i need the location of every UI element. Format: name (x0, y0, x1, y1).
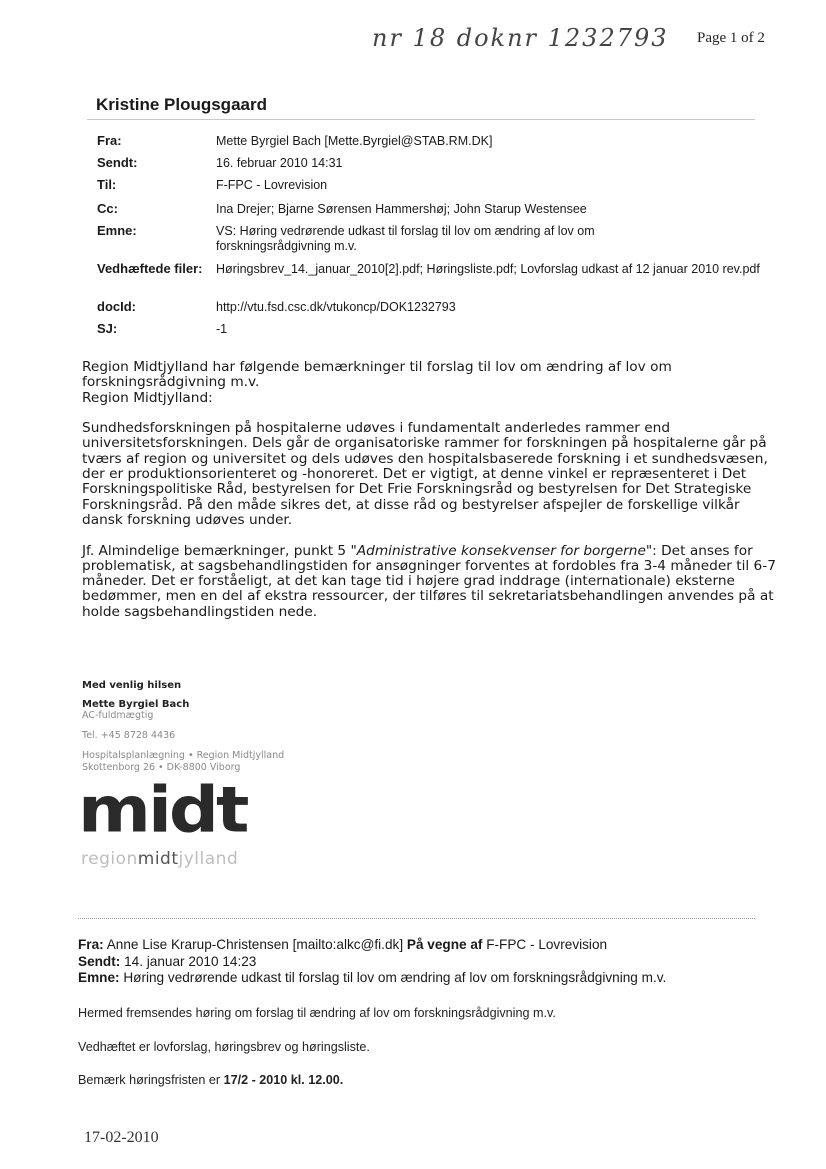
docid-value: http://vtu.fsd.csc.dk/vtukoncp/DOK1232793 (216, 300, 456, 314)
region-midt-logo-subtitle: regionmidtjylland (81, 849, 239, 869)
forward-divider (78, 918, 755, 919)
print-date-stamp: 17-02-2010 (84, 1129, 159, 1146)
intro-paragraph: Region Midtjylland har følgende bemærkninger til forslag til lov om ændring af lov om forskningsrådgivning m.v. (82, 359, 672, 391)
cc-value: Ina Drejer; Bjarne Sørensen Hammershøj; John Starup Westensee (216, 202, 587, 216)
sj-label: SJ: (97, 321, 118, 336)
sender-phone: Tel. +45 8728 4436 (82, 730, 176, 741)
sent-label: Sendt: (97, 155, 138, 170)
subject-value: VS: Høring vedrørende udkast til forslag til lov om ændring af lov om forskningsrådgivning m.v. (216, 224, 595, 253)
sent-value: 16. februar 2010 14:31 (216, 156, 343, 170)
to-value: F-FPC - Lovrevision (216, 178, 328, 192)
p2-pre: Jf. Almindelige bemærkninger, punkt 5 (82, 542, 351, 559)
sj-value: -1 (216, 322, 228, 336)
sender-title: AC-fuldmægtig (82, 710, 154, 721)
p2-post: : Det anses for problematisk, at sagsbehandlingstiden for ansøgninger forventes at fordobles fra 3-4 måneder til 6-7 måneder. Det er forståeligt, at det kan tage tid i højere grad inddrage (internationale) eksterne bedømmer, men en del af ekstra ressourcer, der tilføres til sekretariatsbehandlingen anvendes på at holde sagsbehandlingstiden nede. (82, 542, 776, 620)
attachments-value: Høringsbrev_14._januar_2010[2].pdf; Høringsliste.pdf; Lovforslag udkast af 12 januar 2010 rev.pdf (216, 262, 760, 276)
header-divider (87, 119, 755, 120)
attachments-label: Vedhæftede filer: (97, 261, 203, 276)
body-paragraph-1: Sundhedsforskningen på hospitalerne udøves i fundamentalt anderledes rammer end universitetsforskningen. Dels går de organisatoriske rammer for forskningen på hospitalerne går på tværs af region og universitet og dels udøves den hospitalsbaserede forskning i et sundhedsvæsen, der er produktionsorienteret og -honoreret. Det er vigtigt, at denne vinkel er repræsenteret i Det Forskningspolitiske Råd, bestyrelsen for Det Frie Forskningsråd og bestyrelsen for Det Strategiske Forskningsråd. På den måde sikres det, at disse råd og bestyrelser afspejler de forskellige vilkår dansk forskning udøves under. (82, 420, 768, 528)
to-label: Til: (97, 177, 117, 192)
sender-address: Skottenborg 26 • DK-8800 Viborg (82, 762, 241, 773)
from-label: Fra: (97, 133, 122, 148)
signature-block (82, 680, 382, 774)
body-paragraph-2 (82, 544, 782, 620)
subject-label: Emne: (97, 223, 137, 238)
mailbox-owner-name: Kristine Plougsgaard (96, 95, 267, 114)
forward-subject-line: Emne: Høring vedrørende udkast til forslag til lov om ændring af lov om forskningsrådgivning m.v. (78, 970, 667, 985)
page-number: Page 1 of 2 (697, 30, 765, 46)
forward-body-line-2: Vedhæftet er lovforslag, høringsbrev og høringsliste. (78, 1040, 370, 1054)
greeting: Med venlig hilsen (82, 680, 182, 691)
sender-name: Mette Byrgiel Bach (82, 699, 190, 710)
from-value: Mette Byrgiel Bach [Mette.Byrgiel@STAB.RM.DK] (216, 134, 493, 148)
sender-department: Hospitalsplanlægning • Region Midtjylland (82, 750, 285, 761)
region-line: Region Midtjylland: (82, 389, 213, 406)
email-body (82, 360, 782, 635)
forward-body-line-3: Bemærk høringsfristen er 17/2 - 2010 kl. 12.00. (78, 1073, 344, 1087)
p2-emphasis: "Administrative konsekvenser for borgerne" (350, 542, 653, 559)
handwritten-annotation: nr 18 doknr 1232793 (372, 24, 669, 52)
forward-sent-line: Sendt: 14. januar 2010 14:23 (78, 954, 257, 969)
cc-label: Cc: (97, 201, 118, 216)
deadline: 17/2 - 2010 kl. 12.00. (223, 1073, 344, 1087)
region-midt-logo: midt (78, 773, 247, 847)
docid-label: docId: (97, 299, 136, 314)
forward-body-line-1: Hermed fremsendes høring om forslag til ændring af lov om forskningsrådgivning m.v. (78, 1006, 556, 1020)
forward-from-line: Fra: Anne Lise Krarup-Christensen [mailto:alkc@fi.dk] På vegne af F-FPC - Lovrevision (78, 937, 608, 952)
